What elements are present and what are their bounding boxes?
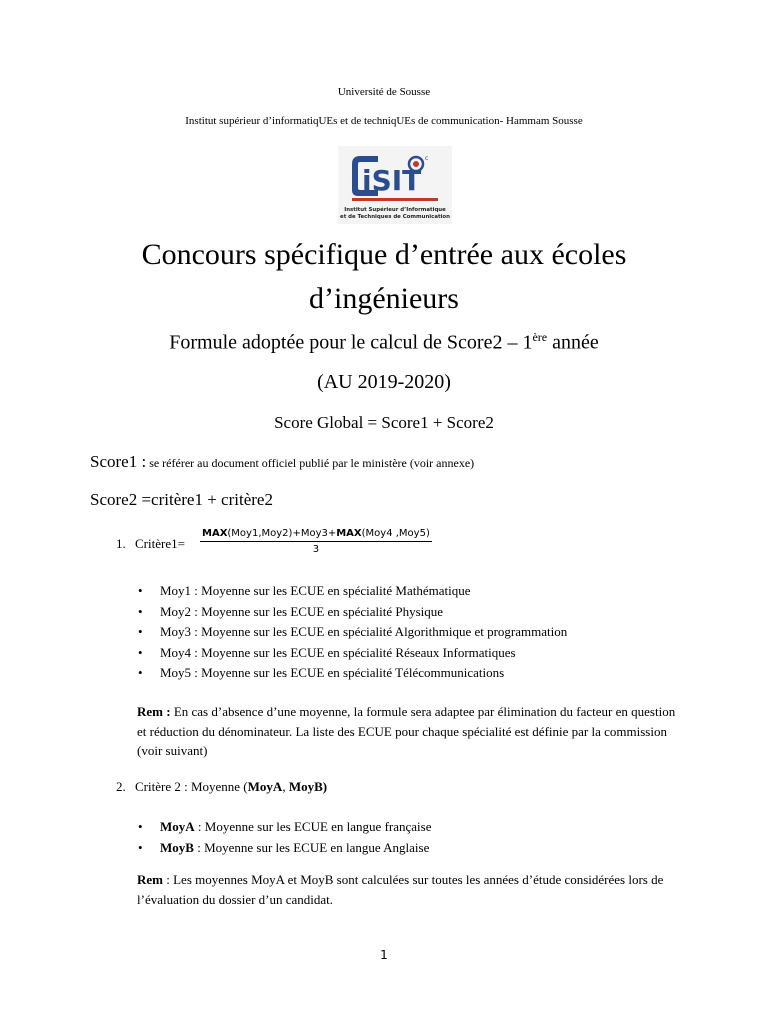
critere2-number: 2. bbox=[116, 779, 126, 794]
list-item: • Moy2 : Moyenne sur les ECUE en spécialité Physique bbox=[138, 602, 567, 623]
university-name: Université de Sousse bbox=[337, 86, 431, 98]
item-text: : Moyenne sur les ECUE en langue Anglaise bbox=[193, 839, 430, 855]
title-line2: d’ingénieurs bbox=[309, 282, 459, 315]
max-1: MAX bbox=[202, 528, 228, 539]
critere2-close: ) bbox=[322, 779, 328, 794]
svg-text:c: c bbox=[425, 155, 429, 162]
item-key: MoyA bbox=[160, 819, 195, 834]
critere2-sep: , bbox=[282, 779, 289, 794]
formula-heading-sup: ère bbox=[532, 330, 548, 344]
item-text: : Moyenne sur les ECUE en langue française bbox=[194, 819, 432, 834]
score2-line: Score2 =critère1 + critère2 bbox=[90, 490, 273, 509]
logo-subtitle-line2: et de Techniques de Communication bbox=[340, 214, 450, 220]
svg-text:iSIT: iSIT bbox=[362, 164, 422, 197]
critere2-text: Critère 2 : Moyenne ( bbox=[135, 779, 248, 794]
page-number: 1 bbox=[380, 948, 388, 962]
critere2-list bbox=[138, 817, 431, 858]
critere2-label bbox=[116, 779, 327, 795]
list-item: • Moy4 : Moyenne sur les ECUE en spécialité Réseaux Informatiques bbox=[138, 643, 567, 664]
isitc-logo bbox=[338, 146, 452, 224]
numerator-part-2: (Moy4 ,Moy5) bbox=[361, 528, 430, 539]
title-line1: Concours spécifique d’entrée aux écoles bbox=[141, 238, 627, 271]
formula-heading bbox=[0, 330, 768, 355]
formula-heading-prefix: Formule adoptée pour le calcul de Score2 – 1 bbox=[169, 331, 533, 354]
score1-text: se référer au document officiel publié par le ministère (voir annexe) bbox=[146, 456, 475, 470]
list-item bbox=[138, 838, 431, 859]
critere1-remark bbox=[137, 702, 677, 761]
remark-text: En cas d’absence d’une moyenne, la formule sera adaptee par élimination du facteur en question et réduction du dénominateur. La liste des ECUE pour chaque spécialité est définie par la commission (voir suivant) bbox=[137, 704, 676, 758]
list-item: • Moy5 : Moyenne sur les ECUE en spécialité Télécommunications bbox=[138, 663, 567, 684]
numerator-part-1: (Moy1,Moy2)+Moy3+ bbox=[227, 528, 337, 539]
remark-label: Rem bbox=[137, 872, 163, 887]
critere1-number: 1. bbox=[116, 536, 126, 551]
academic-year: (AU 2019-2020) bbox=[317, 371, 451, 393]
formula-heading-suffix: année bbox=[547, 331, 599, 354]
max-2: MAX bbox=[336, 528, 362, 539]
critere2-remark bbox=[137, 870, 677, 909]
critere1-list bbox=[138, 581, 567, 684]
fraction-numerator bbox=[200, 528, 432, 542]
remark-text: : Les moyennes MoyA et MoyB sont calculées sur toutes les années d’étude considérées lors de l’évaluation du dossier d’un candidat. bbox=[137, 872, 664, 907]
critere1-label bbox=[116, 536, 185, 552]
critere2-moya: MoyA bbox=[247, 779, 283, 794]
list-item: • Moy3 : Moyenne sur les ECUE en spécialité Algorithmique et programmation bbox=[138, 622, 567, 643]
critere1-text: Critère1= bbox=[135, 536, 185, 551]
critere2-moyb: MoyB bbox=[288, 779, 323, 794]
critere1-fraction bbox=[200, 528, 432, 555]
score1-line bbox=[90, 452, 474, 472]
logo-subtitle-line1: Institut Supérieur d’Informatique bbox=[344, 207, 446, 213]
fraction-denominator: 3 bbox=[312, 544, 320, 555]
institute-name: Institut supérieur d’informatiqUEs et de techniqUEs de communication- Hammam Sousse bbox=[185, 115, 583, 127]
list-item: • Moy1 : Moyenne sur les ECUE en spécialité Mathématique bbox=[138, 581, 567, 602]
score-global: Score Global = Score1 + Score2 bbox=[274, 413, 494, 432]
score1-label: Score1 : bbox=[90, 452, 147, 471]
remark-label: Rem : bbox=[137, 704, 171, 719]
list-item bbox=[138, 817, 431, 838]
item-key: MoyB bbox=[160, 839, 194, 855]
